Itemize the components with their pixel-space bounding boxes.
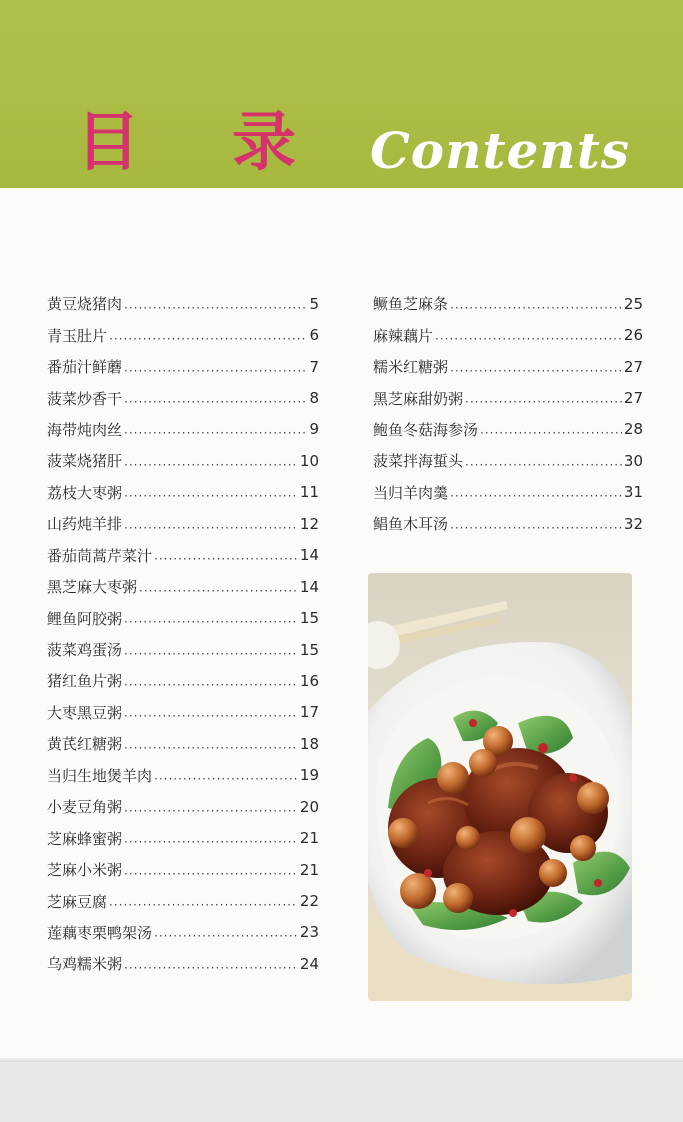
leader-dots bbox=[124, 958, 298, 972]
toc-entry-name: 菠菜烧猪肝 bbox=[47, 452, 123, 471]
toc-entry[interactable] bbox=[373, 445, 643, 476]
toc-entry-name: 菠菜炒香干 bbox=[47, 389, 123, 408]
toc-entry-page: 14 bbox=[299, 546, 319, 565]
toc-entry-name: 麻辣藕片 bbox=[373, 326, 434, 345]
leader-dots bbox=[124, 832, 298, 846]
leader-dots bbox=[124, 644, 298, 658]
toc-entry[interactable] bbox=[47, 760, 319, 791]
toc-entry[interactable] bbox=[47, 822, 319, 853]
toc-entry-page: 32 bbox=[623, 514, 643, 533]
toc-entry-page: 17 bbox=[299, 703, 319, 722]
leader-dots bbox=[124, 455, 298, 469]
toc-entry-name: 黄芪红糖粥 bbox=[47, 735, 123, 754]
leader-dots bbox=[124, 706, 298, 720]
toc-entry-name: 大枣黑豆粥 bbox=[47, 703, 123, 722]
toc-entry[interactable] bbox=[47, 540, 319, 571]
toc-entry[interactable] bbox=[47, 854, 319, 885]
toc-entry-page: 18 bbox=[299, 734, 319, 753]
leader-dots bbox=[435, 329, 622, 343]
toc-entry-page: 31 bbox=[623, 483, 643, 502]
toc-entry[interactable] bbox=[373, 414, 643, 445]
footer-band bbox=[0, 1062, 683, 1122]
toc-entry[interactable] bbox=[47, 602, 319, 633]
leader-dots bbox=[124, 738, 298, 752]
toc-entry-name: 黑芝麻甜奶粥 bbox=[373, 389, 464, 408]
toc-entry-page: 19 bbox=[299, 766, 319, 785]
toc-entry-page: 10 bbox=[299, 451, 319, 470]
toc-entry-name: 糯米红糖粥 bbox=[373, 358, 449, 377]
toc-entry[interactable] bbox=[47, 319, 319, 350]
toc-entry[interactable] bbox=[47, 288, 319, 319]
toc-entry-page: 12 bbox=[299, 514, 319, 533]
braised-pork-dish-icon bbox=[368, 573, 632, 1001]
toc-entry-name: 猪红鱼片粥 bbox=[47, 672, 123, 691]
leader-dots bbox=[124, 392, 307, 406]
leader-dots bbox=[124, 518, 298, 532]
toc-entry-name: 乌鸡糯米粥 bbox=[47, 955, 123, 974]
toc-entry-page: 26 bbox=[623, 326, 643, 345]
toc-entry-name: 芝麻蜂蜜粥 bbox=[47, 829, 123, 848]
toc-entry-name: 番茄茼蒿芹菜汁 bbox=[47, 546, 153, 565]
toc-entry-page: 30 bbox=[623, 451, 643, 470]
toc-entry[interactable] bbox=[47, 665, 319, 696]
toc-entry[interactable] bbox=[47, 697, 319, 728]
toc-entry-page: 15 bbox=[299, 640, 319, 659]
title-char-lu: 录 bbox=[232, 106, 296, 180]
toc-entry-page: 27 bbox=[623, 389, 643, 408]
toc-entry-name: 番茄汁鲜蘑 bbox=[47, 358, 123, 377]
toc-entry[interactable] bbox=[47, 634, 319, 665]
leader-dots bbox=[465, 455, 622, 469]
toc-entry[interactable] bbox=[47, 791, 319, 822]
leader-dots bbox=[124, 801, 298, 815]
toc-entry-page: 8 bbox=[309, 389, 319, 408]
toc-entry-name: 海带炖肉丝 bbox=[47, 420, 123, 439]
toc-entry-page: 11 bbox=[299, 483, 319, 502]
leader-dots bbox=[154, 549, 298, 563]
toc-entry-page: 16 bbox=[299, 671, 319, 690]
toc-entry-name: 芝麻小米粥 bbox=[47, 861, 123, 880]
leader-dots bbox=[124, 361, 307, 375]
toc-entry-page: 20 bbox=[299, 797, 319, 816]
toc-entry-name: 青玉肚片 bbox=[47, 326, 108, 345]
toc-entry-page: 21 bbox=[299, 860, 319, 879]
toc-entry-page: 27 bbox=[623, 357, 643, 376]
toc-entry-name: 鲍鱼冬菇海参汤 bbox=[373, 420, 479, 439]
toc-entry-page: 24 bbox=[299, 954, 319, 973]
toc-entry-page: 28 bbox=[623, 420, 643, 439]
title-char-mu: 目 bbox=[76, 106, 140, 180]
toc-entry-name: 鳜鱼芝麻条 bbox=[373, 295, 449, 314]
leader-dots bbox=[124, 675, 298, 689]
toc-entry-name: 黄豆烧猪肉 bbox=[47, 295, 123, 314]
leader-dots bbox=[139, 581, 298, 595]
toc-entry-page: 14 bbox=[299, 577, 319, 596]
toc-entry[interactable] bbox=[47, 414, 319, 445]
toc-entry-page: 15 bbox=[299, 609, 319, 628]
toc-entry[interactable] bbox=[47, 728, 319, 759]
leader-dots bbox=[124, 612, 298, 626]
leader-dots bbox=[450, 518, 622, 532]
dish-photo bbox=[368, 573, 632, 1001]
leader-dots bbox=[124, 486, 298, 500]
toc-entry-page: 9 bbox=[309, 420, 319, 439]
leader-dots bbox=[450, 298, 622, 312]
leader-dots bbox=[124, 423, 307, 437]
toc-entry-name: 小麦豆角粥 bbox=[47, 798, 123, 817]
leader-dots bbox=[109, 329, 307, 343]
toc-entry-page: 25 bbox=[623, 294, 643, 313]
toc-entry-page: 6 bbox=[309, 326, 319, 345]
leader-dots bbox=[480, 423, 622, 437]
leader-dots bbox=[450, 486, 622, 500]
toc-entry-name: 黑芝麻大枣粥 bbox=[47, 578, 138, 597]
toc-entry[interactable] bbox=[47, 917, 319, 948]
toc-entry[interactable] bbox=[47, 445, 319, 476]
header-band bbox=[0, 0, 683, 188]
toc-entry-page: 22 bbox=[299, 892, 319, 911]
toc-entry[interactable] bbox=[373, 351, 643, 382]
leader-dots bbox=[124, 864, 298, 878]
toc-entry[interactable] bbox=[373, 288, 643, 319]
leader-dots bbox=[450, 361, 622, 375]
leader-dots bbox=[109, 895, 298, 909]
leader-dots bbox=[154, 769, 298, 783]
toc-entry-page: 23 bbox=[299, 923, 319, 942]
toc-entry[interactable] bbox=[47, 571, 319, 602]
title-contents: Contents bbox=[370, 121, 631, 180]
toc-entry-page: 5 bbox=[309, 294, 319, 313]
toc-entry[interactable] bbox=[47, 351, 319, 382]
toc-entry[interactable] bbox=[47, 948, 319, 979]
toc-entry-name: 山药炖羊排 bbox=[47, 515, 123, 534]
toc-entry-name: 当归生地煲羊肉 bbox=[47, 766, 153, 785]
toc-entry[interactable] bbox=[47, 508, 319, 539]
toc-entry[interactable] bbox=[47, 885, 319, 916]
toc-entry-name: 莲藕枣栗鸭架汤 bbox=[47, 923, 153, 942]
toc-entry-page: 7 bbox=[309, 357, 319, 376]
toc-column-right bbox=[373, 288, 643, 540]
toc-entry-name: 菠菜拌海蜇头 bbox=[373, 452, 464, 471]
toc-entry[interactable] bbox=[373, 319, 643, 350]
toc-entry-name: 当归羊肉羹 bbox=[373, 483, 449, 502]
toc-entry-page: 21 bbox=[299, 829, 319, 848]
toc-column-left bbox=[47, 288, 319, 980]
leader-dots bbox=[124, 298, 307, 312]
toc-entry-name: 鲤鱼阿胶粥 bbox=[47, 609, 123, 628]
toc-entry[interactable] bbox=[47, 382, 319, 413]
toc-entry[interactable] bbox=[373, 508, 643, 539]
toc-entry[interactable] bbox=[373, 382, 643, 413]
toc-entry-name: 荔枝大枣粥 bbox=[47, 483, 123, 502]
toc-entry-name: 芝麻豆腐 bbox=[47, 892, 108, 911]
toc-entry-name: 菠菜鸡蛋汤 bbox=[47, 641, 123, 660]
toc-entry[interactable] bbox=[47, 477, 319, 508]
toc-entry[interactable] bbox=[373, 477, 643, 508]
leader-dots bbox=[154, 926, 298, 940]
leader-dots bbox=[465, 392, 622, 406]
toc-entry-name: 鲳鱼木耳汤 bbox=[373, 515, 449, 534]
